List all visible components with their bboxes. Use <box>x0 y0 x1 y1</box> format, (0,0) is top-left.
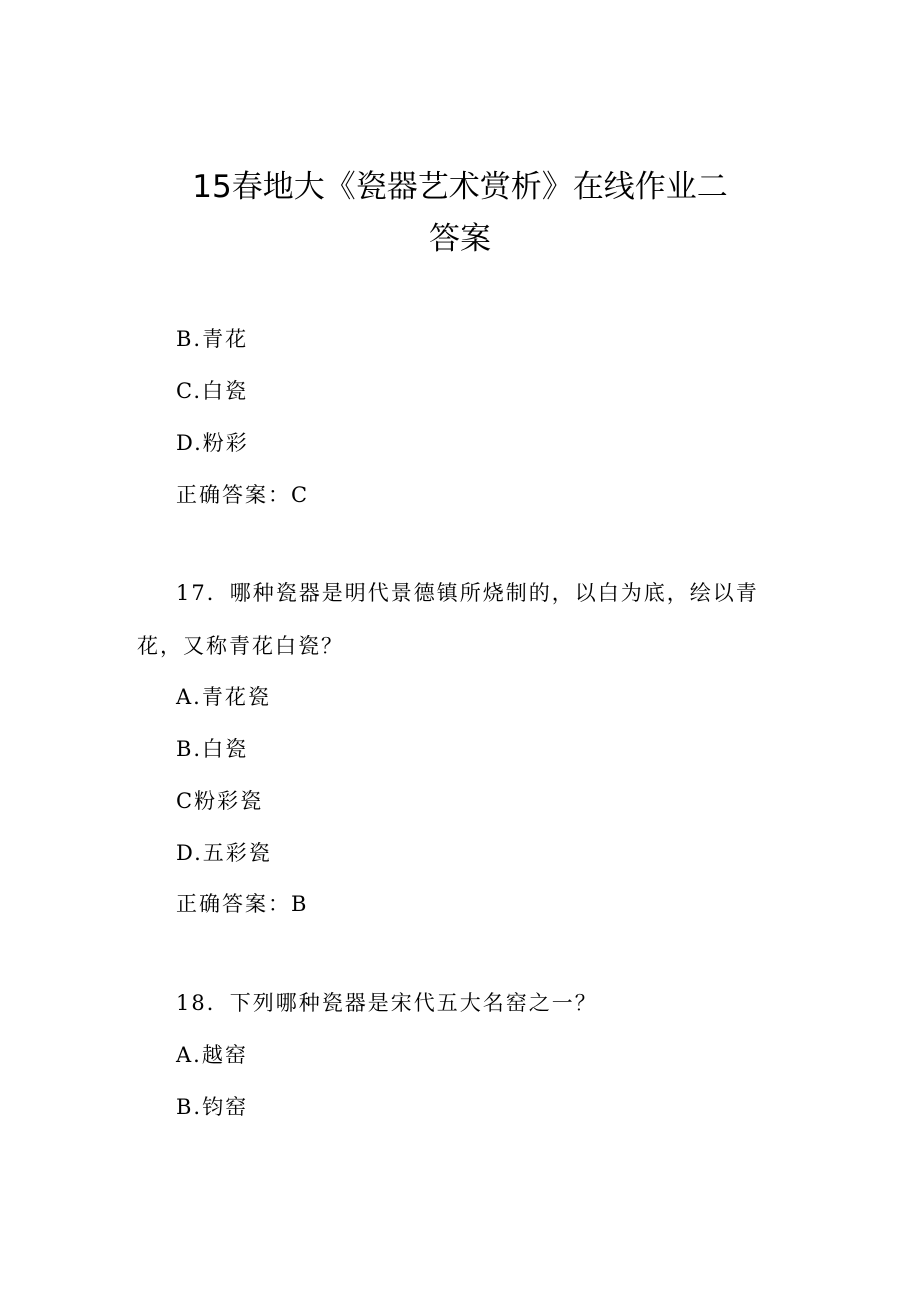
q17-option-a: A.青花瓷 <box>176 685 271 709</box>
q16-option-b: B.青花 <box>176 327 249 351</box>
q17-option-c: C粉彩瓷 <box>176 789 264 813</box>
q18-option-a: A.越窑 <box>176 1043 248 1067</box>
q17-question-line-2: 花，又称青花白瓷？ <box>137 634 344 658</box>
q18-question: 18．下列哪种瓷器是宋代五大名窑之一？ <box>176 991 598 1015</box>
q17-option-b: B.白瓷 <box>176 737 249 761</box>
q18-option-b: B.钧窑 <box>176 1095 249 1119</box>
document-title-line-2: 答案 <box>429 221 491 257</box>
q16-answer: 正确答案：C <box>176 483 310 507</box>
document-title-line-1: 15春地大《瓷器艺术赏析》在线作业二 <box>192 169 728 205</box>
q17-option-d: D.五彩瓷 <box>176 841 272 865</box>
q17-answer: 正确答案：B <box>176 892 309 916</box>
q17-question-line-1: 17．哪种瓷器是明代景德镇所烧制的，以白为底，绘以青 <box>176 581 759 605</box>
q16-option-d: D.粉彩 <box>176 431 249 455</box>
q16-option-c: C.白瓷 <box>176 379 248 403</box>
